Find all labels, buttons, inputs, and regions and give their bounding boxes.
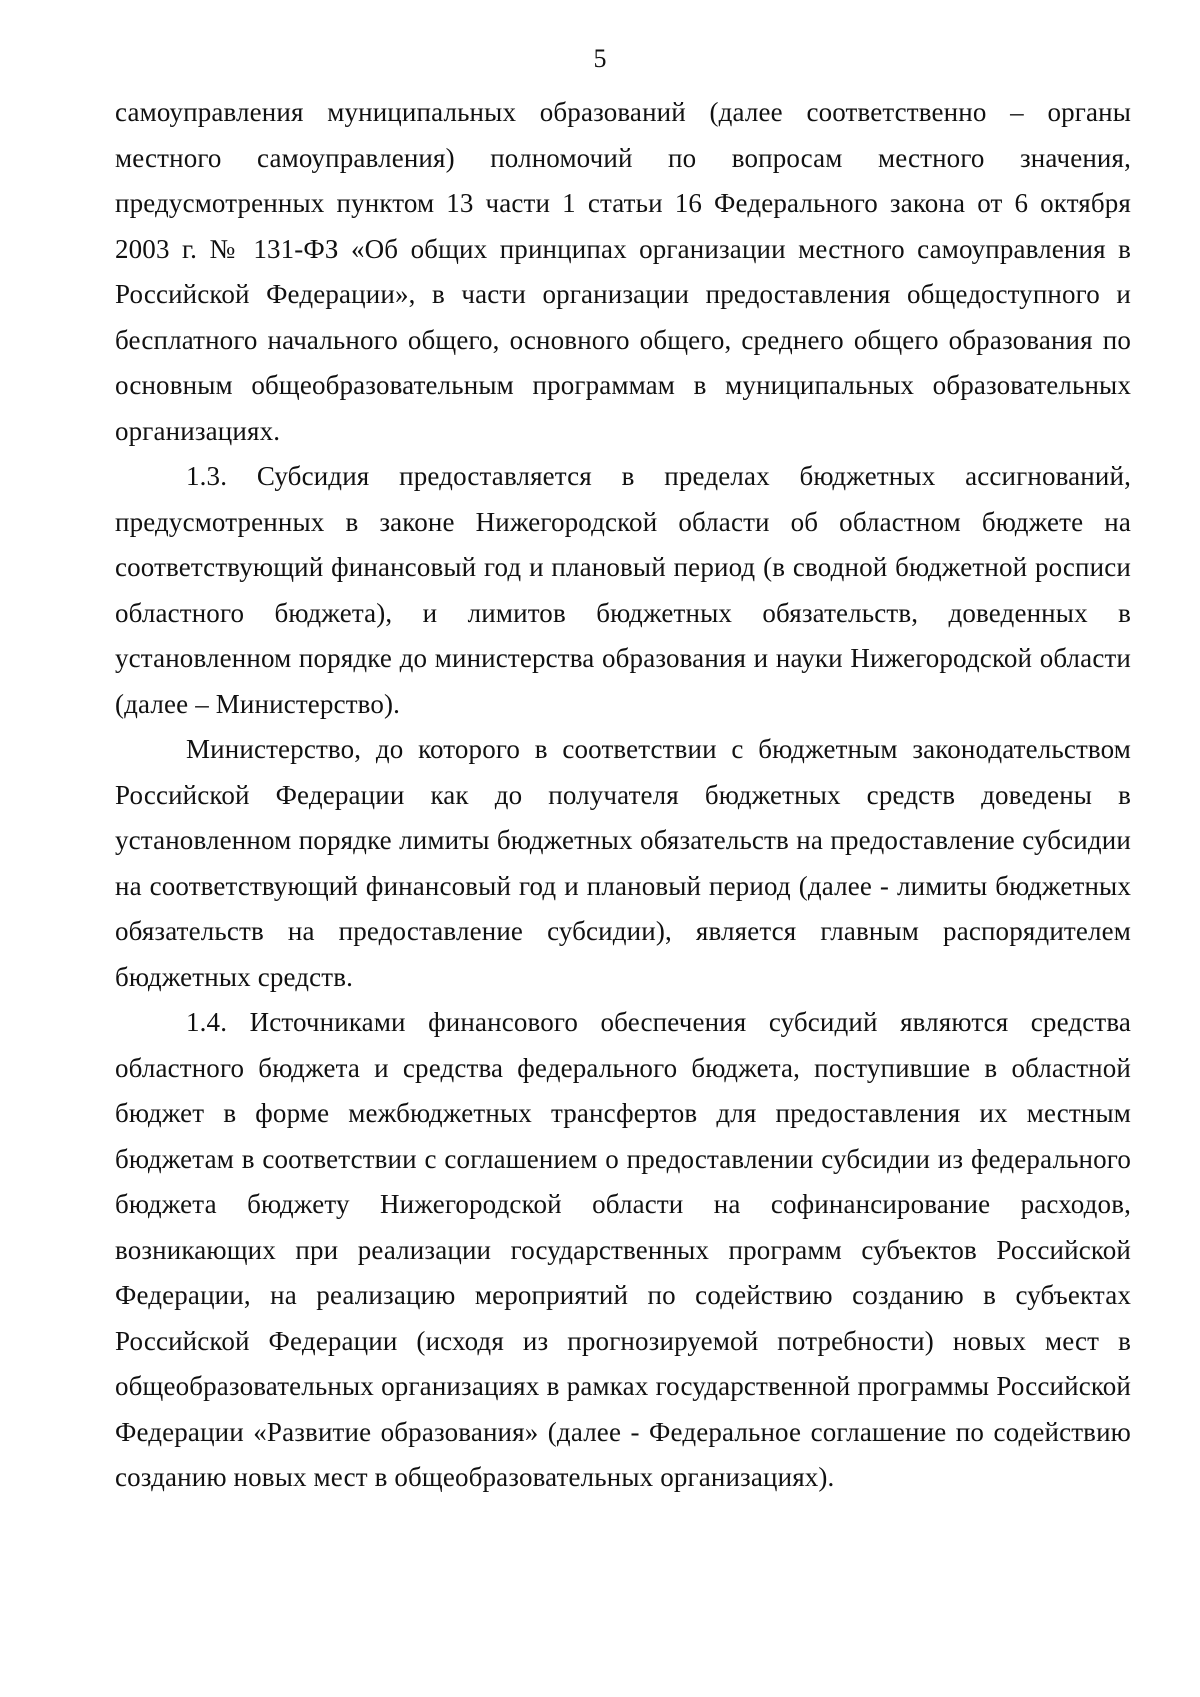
page-number: 5 [593,44,607,73]
paragraph-clause-1-3: 1.3. Субсидия предоставляется в пределах бюджетных ассигнований, предусмотренных в законе Нижегородской области об областном бюджете на соответствующий финансовый год и плановый период (в сводной бюджетной росписи областного бюджета), и лимитов бюджетных обязательств, доведенных в установленном порядке до министерства образования и науки Нижегородской области (далее – Министерство). [115,461,1131,719]
paragraph-ministry: Министерство, до которого в соответствии с бюджетным законодательством Российской Федерации как до получателя бюджетных средств доведены в установленном порядке лимиты бюджетных обязательств на предоставление субсидии на соответствующий финансовый год и плановый период (далее - лимиты бюджетных обязательств на предоставление субсидии), является главным распорядителем бюджетных средств. [115,734,1131,992]
document-body [115,90,1131,1501]
paragraph-clause-1-4: 1.4. Источниками финансового обеспечения субсидий являются средства областного бюджета и средства федерального бюджета, поступившие в областной бюджет в форме межбюджетных трансфертов для предоставления их местным бюджетам в соответствии с соглашением о предоставлении субсидии из федерального бюджета бюджету Нижегородской области на софинансирование расходов, возникающих при реализации государственных программ субъектов Российской Федерации, на реализацию мероприятий по содействию созданию в субъектах Российской Федерации (исходя из прогнозируемой потребности) новых мест в общеобразовательных организациях в рамках государственной программы Российской Федерации «Развитие образования» (далее - Федеральное соглашение по содействию созданию новых мест в общеобразовательных организациях). [115,1007,1131,1492]
paragraph-continuation: самоуправления муниципальных образований (далее соответственно – органы местного самоуправления) полномочий по вопросам местного значения, предусмотренных пунктом 13 части 1 статьи 16 Федерального закона от 6 октября 2003 г. № 131-ФЗ «Об общих принципах организации местного самоуправления в Российской Федерации», в части организации предоставления общедоступного и бесплатного начального общего, основного общего, среднего общего образования по основным общеобразовательным программам в муниципальных образовательных организациях. [115,97,1131,446]
